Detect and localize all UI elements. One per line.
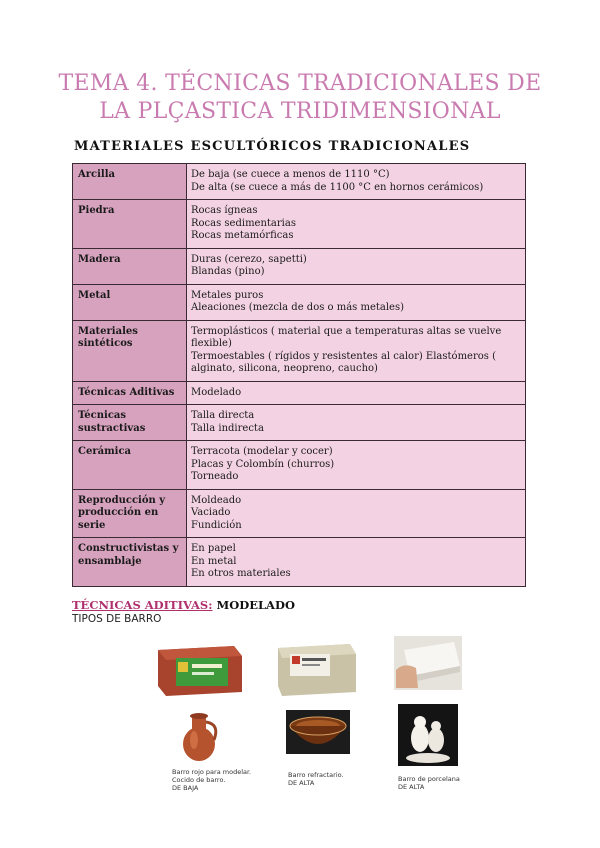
material-category: Constructivistas y ensamblaje (73, 538, 187, 587)
section-heading: MATERIALES ESCULTÓRICOS TRADICIONALES (74, 139, 471, 154)
clay-types-label: TIPOS DE BARRO (72, 613, 162, 625)
red-clay-caption (172, 768, 251, 792)
description-line: Modelado (191, 386, 242, 398)
material-description (187, 320, 526, 381)
description-line: De alta (se cuece a más de 1100 °C en hornos cerámicos) (191, 181, 484, 193)
porcelain-clay-block-image (394, 636, 462, 690)
material-category: Reproducción y producción en serie (73, 489, 187, 538)
description-line: Vaciado (191, 507, 231, 518)
material-description (187, 200, 526, 249)
table-row (73, 284, 526, 320)
table-row (73, 200, 526, 249)
material-category: Materiales sintéticos (73, 320, 187, 381)
materials-table (72, 163, 526, 587)
porcelain-caption (398, 775, 460, 791)
material-description (187, 164, 526, 200)
red-clay-block-image (154, 640, 244, 700)
caption-line: Barro rojo para modelar. (172, 768, 252, 776)
caption-line: DE ALTA (398, 783, 425, 791)
porcelain-figurine-image (398, 704, 458, 766)
ceramic-bowl-image (286, 710, 350, 754)
description-line: En papel (191, 543, 236, 554)
description-line: Rocas ígneas (191, 205, 258, 216)
description-line: Metales puros (191, 289, 264, 301)
caption-line: DE BAJA (172, 784, 199, 792)
description-line: En metal (191, 555, 237, 567)
description-line: Moldeado (191, 494, 242, 506)
material-category: Madera (73, 248, 187, 284)
material-category: Técnicas sustractivas (73, 405, 187, 441)
description-line: Aleaciones (mezcla de dos o más metales) (191, 302, 405, 313)
caption-line: Barro de porcelana (398, 775, 460, 783)
description-line: Placas y Colombín (churros) (191, 458, 335, 470)
additive-techniques-heading (72, 598, 295, 612)
material-description (187, 405, 526, 441)
material-category: Arcilla (73, 164, 187, 200)
material-description (187, 538, 526, 587)
table-row (73, 489, 526, 538)
terracotta-jug-image (174, 706, 224, 764)
table-row (73, 320, 526, 381)
material-description (187, 489, 526, 538)
description-line: De baja (se cuece a menos de 1110 °C) (191, 169, 390, 180)
description-line: Duras (cerezo, sapetti) (191, 253, 307, 265)
description-line: Termoplásticos ( material que a temperaturas altas se vuelve flexible) (191, 325, 502, 349)
table-row (73, 441, 526, 490)
table-row (73, 164, 526, 200)
table-row (73, 405, 526, 441)
material-description (187, 381, 526, 405)
white-clay-block-image (274, 640, 358, 700)
white-clay-caption (288, 771, 344, 787)
material-category: Piedra (73, 200, 187, 249)
description-line: Talla indirecta (191, 422, 264, 434)
table-row (73, 538, 526, 587)
heading-underlined: TÉCNICAS ADITIVAS: (72, 598, 213, 612)
page-title: TEMA 4. TÉCNICAS TRADICIONALES DE LA PLÇASTICA TRIDIMENSIONAL (58, 71, 542, 124)
material-category: Metal (73, 284, 187, 320)
description-line: Rocas sedimentarias (191, 217, 296, 229)
material-description (187, 248, 526, 284)
description-line: Rocas metamórficas (191, 230, 294, 241)
material-category: Técnicas Aditivas (73, 381, 187, 405)
caption-line: Cocido de barro. (172, 776, 226, 784)
caption-line: Barro refractario. (288, 771, 344, 779)
description-line: Torneado (191, 471, 239, 482)
description-line: Blandas (pino) (191, 266, 265, 277)
description-line: Terracota (modelar y cocer) (191, 446, 333, 457)
table-row (73, 248, 526, 284)
description-line: Talla directa (191, 410, 255, 421)
caption-line: DE ALTA (288, 779, 315, 787)
description-line: Fundición (191, 519, 242, 531)
table-row (73, 381, 526, 405)
material-description (187, 441, 526, 490)
material-description (187, 284, 526, 320)
description-line: Termoestables ( rígidos y resistentes al calor) Elastómeros ( alginato, silicona, neopreno, caucho) (191, 350, 496, 374)
description-line: En otros materiales (191, 568, 291, 579)
material-category: Cerámica (73, 441, 187, 490)
heading-rest: MODELADO (212, 598, 295, 612)
